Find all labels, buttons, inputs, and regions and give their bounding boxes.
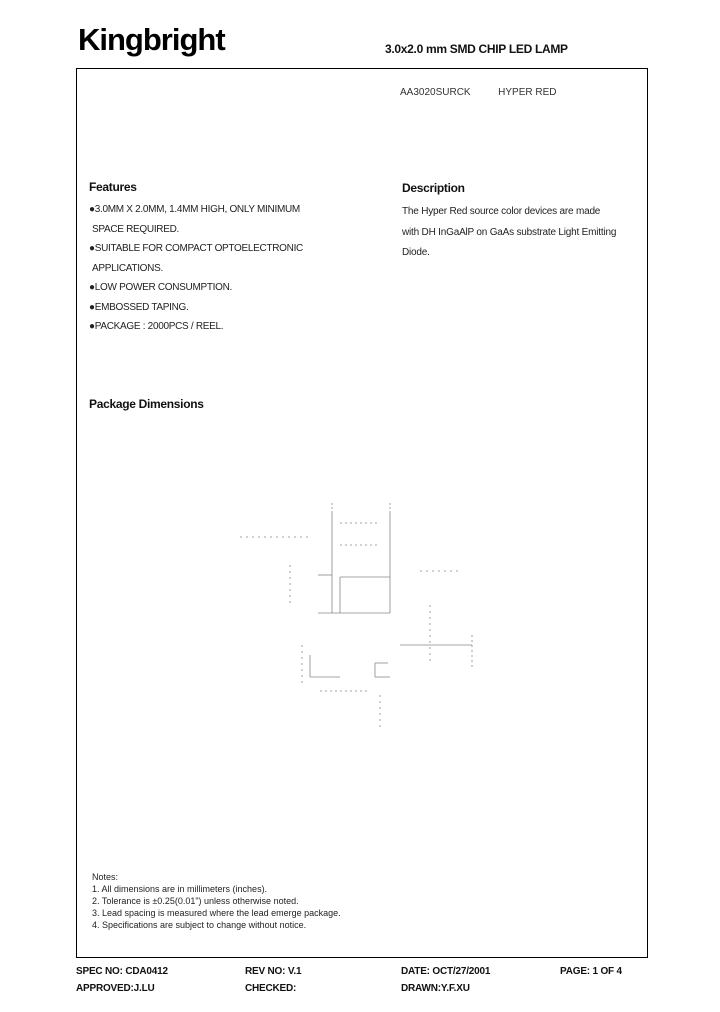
part-info (400, 87, 557, 98)
description-line: The Hyper Red source color devices are made (402, 206, 601, 217)
description-heading: Description (402, 181, 465, 195)
approved-by: APPROVED:J.LU (76, 983, 155, 994)
features-heading: Features (89, 180, 137, 194)
page-number: PAGE: 1 OF 4 (560, 966, 622, 977)
part-number: AA3020SURCK (400, 87, 471, 98)
note-item: 2. Tolerance is ±0.25(0.01") unless otherwise noted. (92, 896, 299, 906)
feature-line: ●PACKAGE : 2000PCS / REEL. (89, 321, 224, 332)
description-line: Diode. (402, 247, 430, 258)
kingbright-logo: Kingbright (78, 22, 225, 57)
description-line: with DH InGaAlP on GaAs substrate Light Emitting (402, 226, 617, 238)
package-dimension-drawing (240, 495, 480, 735)
spec-number: SPEC NO: CDA0412 (76, 966, 168, 977)
feature-line: ●LOW POWER CONSUMPTION. (89, 282, 233, 293)
description-text (402, 202, 632, 264)
document-date: DATE: OCT/27/2001 (401, 966, 491, 977)
note-item: 1. All dimensions are in millimeters (inches). (92, 884, 268, 894)
features-list (89, 200, 329, 337)
checked-by: CHECKED: (245, 983, 297, 994)
package-dimensions-heading: Package Dimensions (89, 397, 204, 411)
notes-section (92, 871, 341, 931)
feature-line: ●3.0MM X 2.0MM, 1.4MM HIGH, ONLY MINIMUM (89, 204, 300, 215)
feature-line: ●SUITABLE FOR COMPACT OPTOELECTRONIC (89, 243, 303, 254)
feature-line: SPACE REQUIRED. (92, 223, 179, 235)
note-item: 4. Specifications are subject to change without notice. (92, 920, 307, 930)
document-title: 3.0x2.0 mm SMD CHIP LED LAMP (385, 42, 568, 56)
notes-heading: Notes: (92, 872, 119, 882)
note-item: 3. Lead spacing is measured where the lead emerge package. (92, 908, 341, 918)
feature-line: APPLICATIONS. (92, 262, 163, 274)
part-color: HYPER RED (498, 87, 557, 98)
feature-line: ●EMBOSSED TAPING. (89, 301, 189, 313)
drawn-by: DRAWN:Y.F.XU (401, 983, 470, 994)
revision-number: REV NO: V.1 (245, 966, 302, 977)
